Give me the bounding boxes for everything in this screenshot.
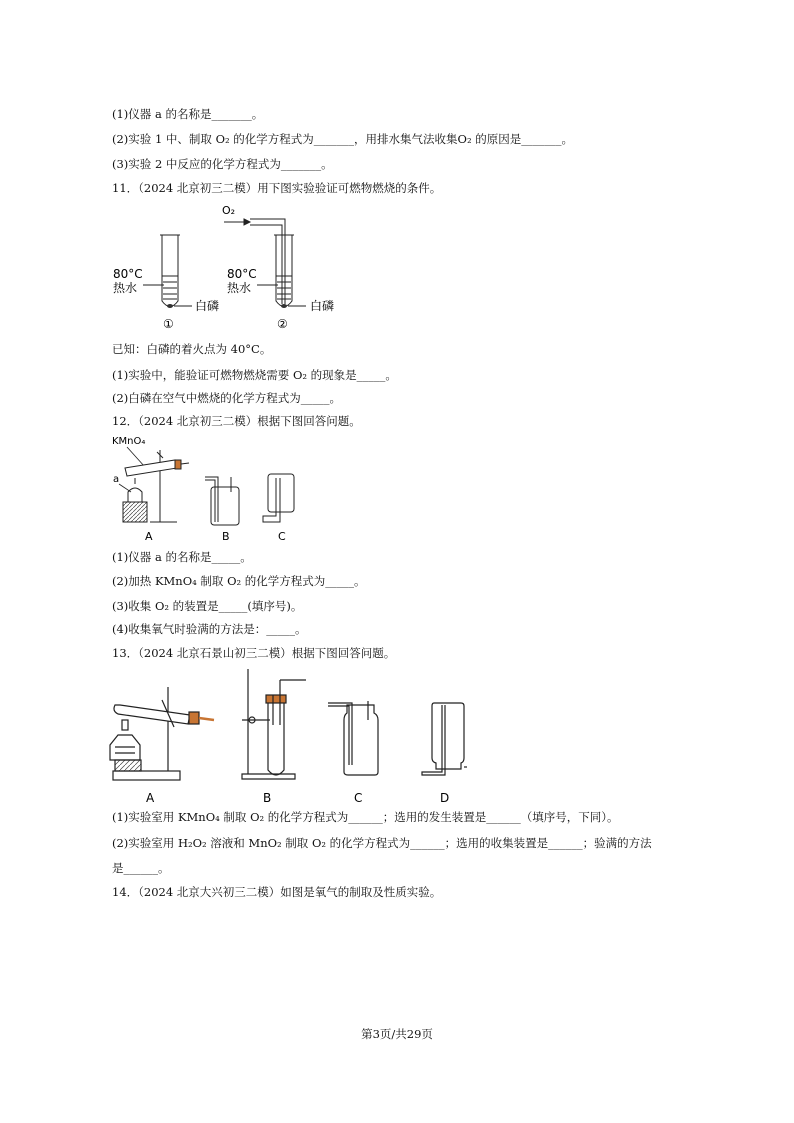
question-13-stem: 13．（2024 北京石景山初三二模）根据下图回答问题。 — [112, 646, 396, 660]
question-12-part4: (4)收集氧气时验满的方法是：_____。 — [112, 622, 307, 636]
known-info: 已知：白磷的着火点为 40°C。 — [112, 342, 272, 356]
o2-inlet-arrow — [224, 219, 250, 225]
label-C: C — [278, 530, 286, 543]
phosphorus-label-2: 白磷 — [310, 299, 335, 313]
question-10-part3: (3)实验 2 中反应的化学方程式为_______。 — [112, 157, 333, 171]
o2-label: O₂ — [222, 204, 236, 217]
apparatus-13-C — [328, 701, 378, 775]
white-phosphorus-2 — [281, 304, 287, 308]
question-11-stem: 11．（2024 北京初三二模）用下图实验验证可燃物燃烧的条件。 — [112, 181, 442, 195]
question-12-part2: (2)加热 KMnO₄ 制取 O₂ 的化学方程式为_____。 — [112, 574, 366, 588]
white-phosphorus-1 — [167, 304, 173, 308]
question-10-part1: (1)仪器 a 的名称是_______。 — [112, 107, 264, 121]
question-11-part2: (2)白磷在空气中燃烧的化学方程式为_____。 — [112, 391, 342, 405]
kmno4-label: KMnO₄ — [112, 436, 146, 447]
figure-13-apparatus — [110, 665, 470, 810]
test-tube-1 — [143, 235, 192, 307]
question-14-stem: 14．（2024 北京大兴初三二模）如图是氧气的制取及性质实验。 — [112, 885, 442, 899]
question-13-part2-cont: 是______。 — [112, 861, 170, 875]
apparatus-A — [123, 450, 189, 522]
question-13-part2: (2)实验室用 H₂O₂ 溶液和 MnO₂ 制取 O₂ 的化学方程式为______；选用的收集装置是______；验满的方法 — [112, 836, 652, 850]
apparatus-13-B — [242, 669, 306, 779]
apparatus-13-D — [422, 703, 467, 775]
apparatus-B — [205, 477, 239, 525]
lamp-label-a: a — [113, 474, 120, 485]
question-12-part3: (3)收集 O₂ 的装置是_____(填序号)。 — [112, 599, 303, 613]
apparatus-13-A — [110, 687, 214, 780]
label-B: B — [222, 530, 230, 543]
figure-12-apparatus — [105, 432, 315, 544]
question-10-part2: (2)实验 1 中、制取 O₂ 的化学方程式为_______，用排水集气法收集O₂ 的原因是_______。 — [112, 132, 573, 146]
label-A: A — [145, 530, 153, 543]
label-13-D: D — [440, 791, 450, 805]
label-13-A: A — [146, 791, 155, 805]
temp-label-1: 80°C — [113, 267, 143, 281]
question-11-part1: (1)实验中，能验证可燃物燃烧需要 O₂ 的现象是_____。 — [112, 368, 397, 382]
water-label-1: 热水 — [113, 281, 138, 295]
tube-number-1: ① — [163, 317, 174, 331]
test-tube-2 — [250, 219, 306, 307]
label-13-B: B — [263, 791, 272, 805]
tube-number-2: ② — [277, 317, 288, 331]
question-13-part1: (1)实验室用 KMnO₄ 制取 O₂ 的化学方程式为______；选用的发生装置是______（填序号，下同）。 — [112, 810, 619, 824]
question-12-part1: (1)仪器 a 的名称是_____。 — [112, 550, 252, 564]
apparatus-C — [263, 474, 294, 522]
figure-11-combustion-apparatus — [100, 198, 360, 338]
question-12-stem: 12．（2024 北京初三二模）根据下图回答问题。 — [112, 414, 361, 428]
page-footer: 第3页/共29页 — [361, 1027, 433, 1041]
phosphorus-label-1: 白磷 — [195, 299, 220, 313]
water-label-2: 热水 — [227, 281, 252, 295]
temp-label-2: 80°C — [227, 267, 257, 281]
label-13-C: C — [354, 791, 363, 805]
